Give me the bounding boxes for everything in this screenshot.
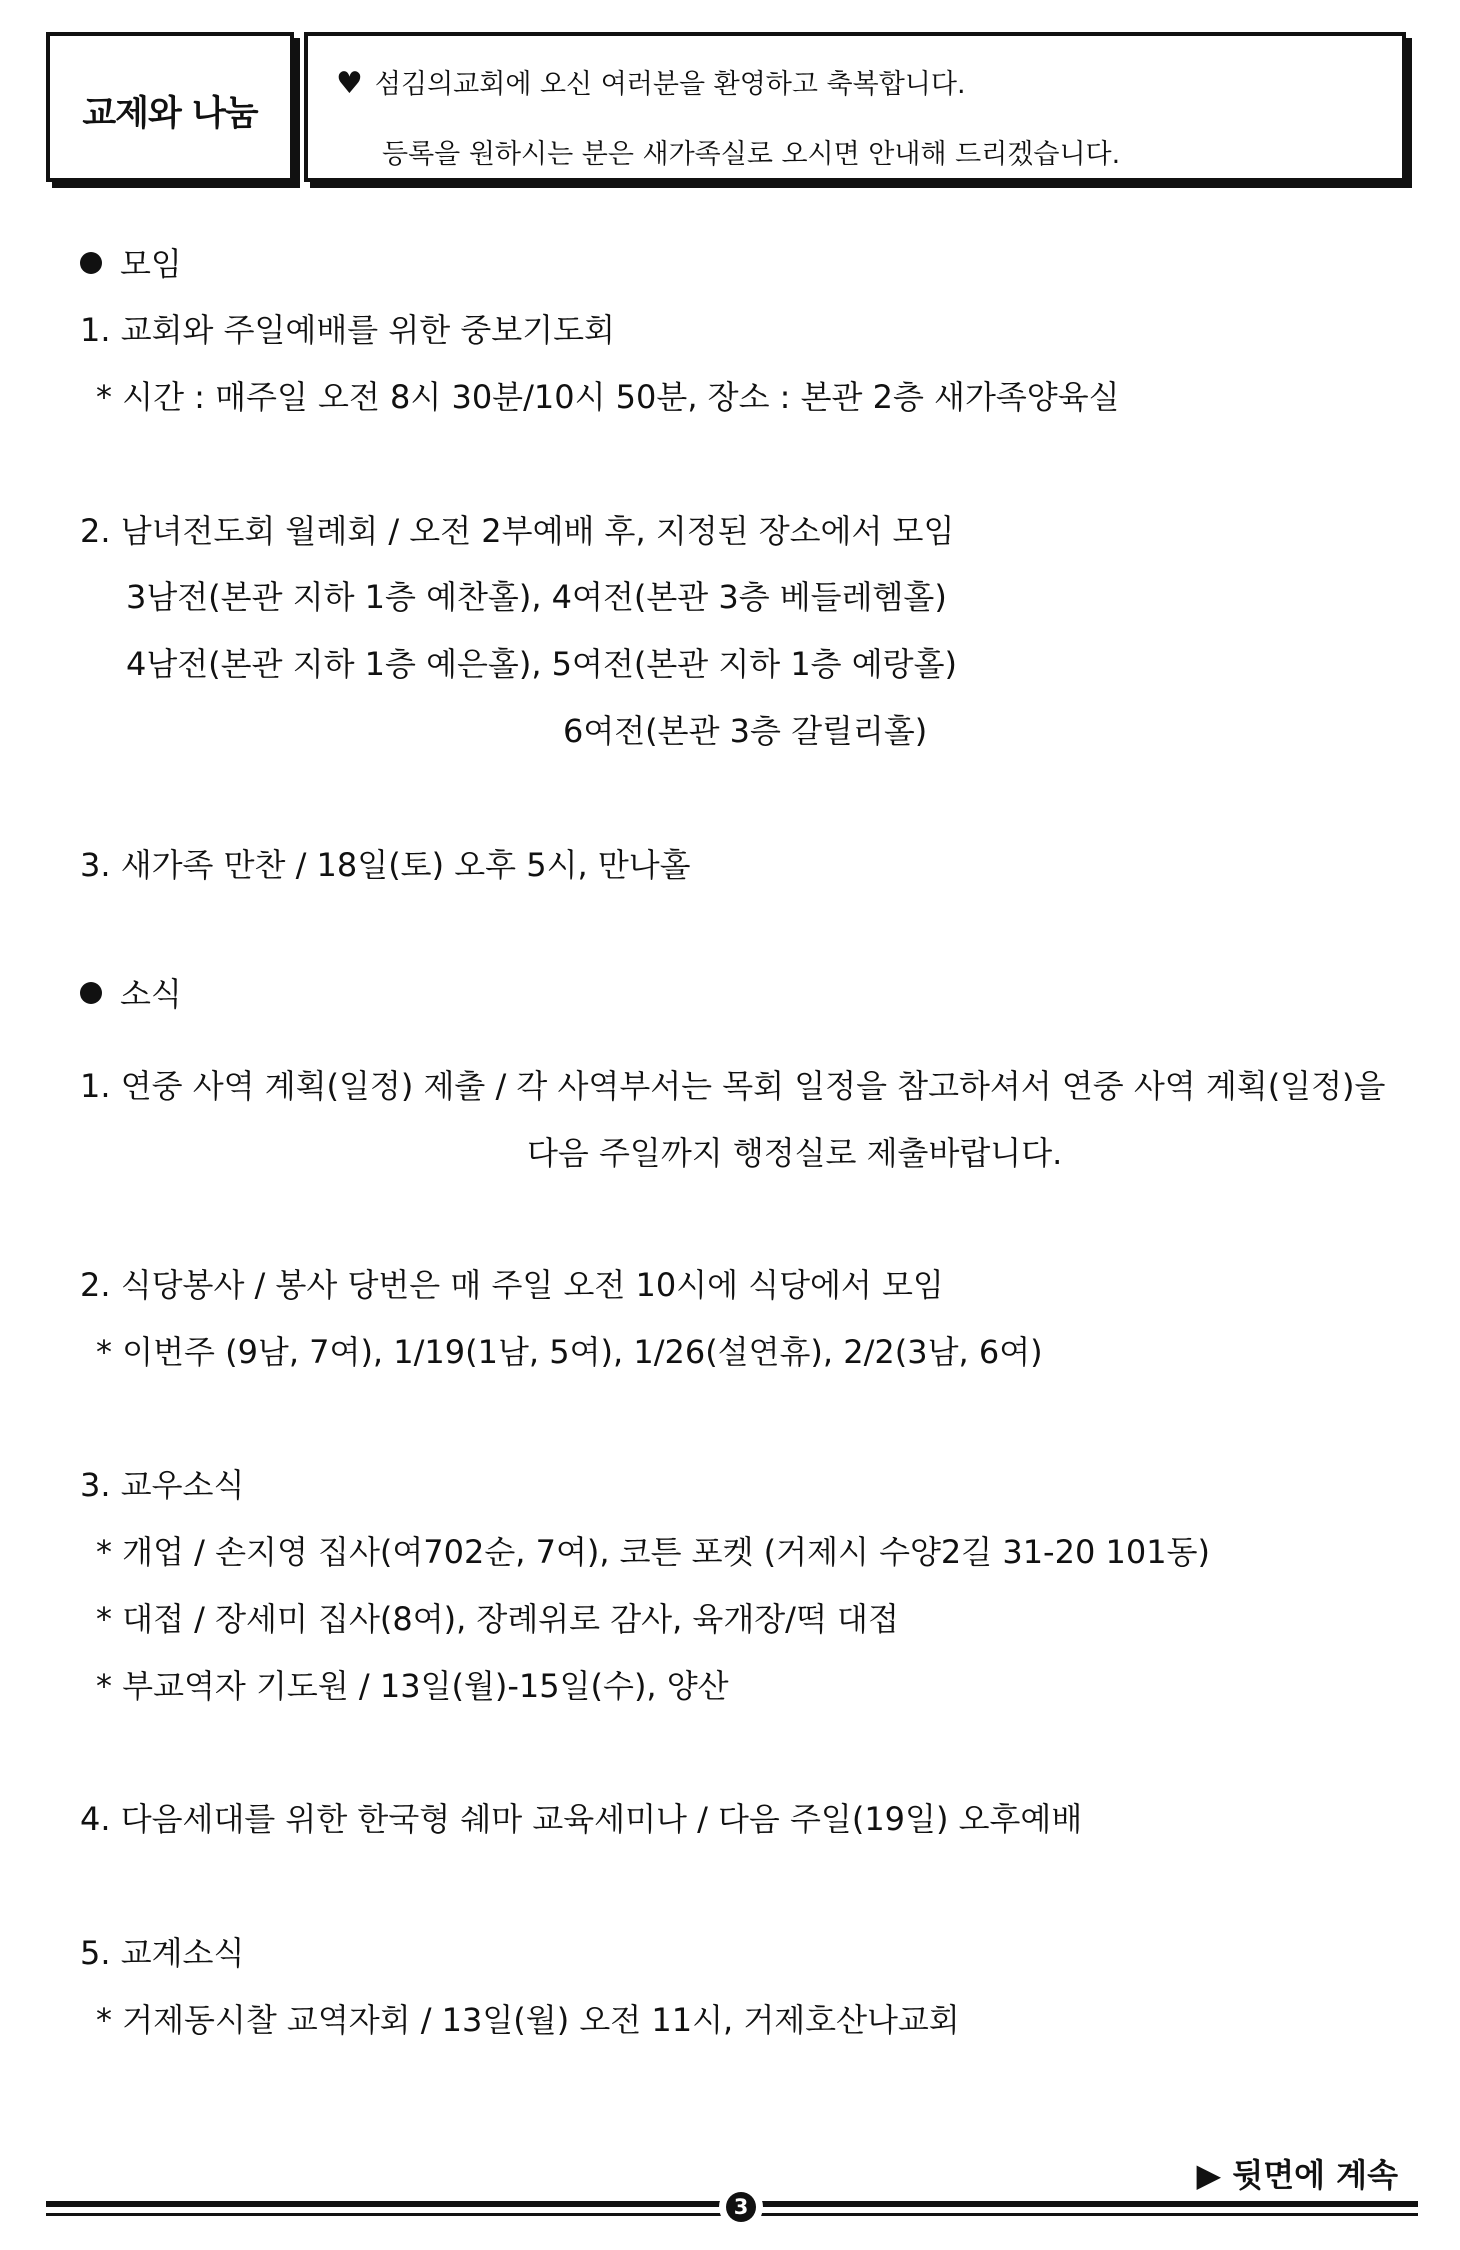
news-item-4: 4. 다음세대를 위한 한국형 쉐마 교육세미나 / 다음 주일(19일) 오후예배 (80, 1800, 1083, 1838)
welcome-line-2: 등록을 원하시는 분은 새가족실로 오시면 안내해 드리겠습니다. (382, 139, 1121, 170)
news-item-3: 3. 교우소식 (80, 1466, 245, 1504)
gathering-item-1-detail: * 시간 : 매주일 오전 8시 30분/10시 50분, 장소 : 본관 2층 새가족양육실 (96, 378, 1120, 416)
heart-icon: ♥ (336, 66, 363, 101)
news-item-2-detail: * 이번주 (9남, 7여), 1/19(1남, 5여), 1/26(설연휴), 2/2(3남, 6여) (96, 1333, 1043, 1371)
news-heading (80, 975, 182, 1013)
welcome-text-1: 섬김의교회에 오신 여러분을 환영하고 축복합니다. (374, 69, 966, 100)
gathering-item-2-detail-3: 6여전(본관 3층 갈릴리홀) (563, 712, 928, 750)
news-item-5-detail: * 거제동시찰 교역자회 / 13일(월) 오전 11시, 거제호산나교회 (96, 2001, 960, 2039)
gathering-item-3: 3. 새가족 만찬 / 18일(토) 오후 5시, 만나홀 (80, 846, 691, 884)
news-item-5: 5. 교계소식 (80, 1934, 245, 1972)
welcome-box (304, 32, 1406, 182)
gathering-item-2: 2. 남녀전도회 월례회 / 오전 2부예배 후, 지정된 장소에서 모임 (80, 512, 955, 550)
news-item-3-detail-3: * 부교역자 기도원 / 13일(월)-15일(수), 양산 (96, 1667, 729, 1705)
gatherings-heading-text: 모임 (120, 245, 182, 283)
bullet-icon (80, 252, 102, 274)
gathering-item-1: 1. 교회와 주일예배를 위한 중보기도회 (80, 311, 615, 349)
welcome-line-1 (336, 62, 966, 101)
bullet-icon (80, 982, 102, 1004)
gathering-item-2-detail-1: 3남전(본관 지하 1층 예찬홀), 4여전(본관 3층 베들레헴홀) (126, 578, 947, 616)
gathering-item-2-detail-2: 4남전(본관 지하 1층 예은홀), 5여전(본관 지하 1층 예랑홀) (126, 645, 957, 683)
section-title: 교제와 나눔 (82, 94, 258, 134)
news-item-1: 1. 연중 사역 계획(일정) 제출 / 각 사역부서는 목회 일정을 참고하셔서 연중 사역 계획(일정)을 (80, 1067, 1386, 1105)
continue-notice: ▶ 뒷면에 계속 (1196, 2156, 1398, 2194)
gatherings-heading (80, 245, 182, 283)
page-number: 3 (726, 2192, 756, 2222)
news-item-3-detail-2: * 대접 / 장세미 집사(8여), 장례위로 감사, 육개장/떡 대접 (96, 1600, 899, 1638)
news-item-3-detail-1: * 개업 / 손지영 집사(여702순, 7여), 코튼 포켓 (거제시 수양2길 31-20 101동) (96, 1533, 1210, 1571)
section-title-box (46, 32, 294, 182)
news-heading-text: 소식 (120, 975, 182, 1013)
news-item-2: 2. 식당봉사 / 봉사 당번은 매 주일 오전 10시에 식당에서 모임 (80, 1266, 944, 1304)
news-item-1-cont: 다음 주일까지 행정실로 제출바랍니다. (527, 1134, 1063, 1172)
